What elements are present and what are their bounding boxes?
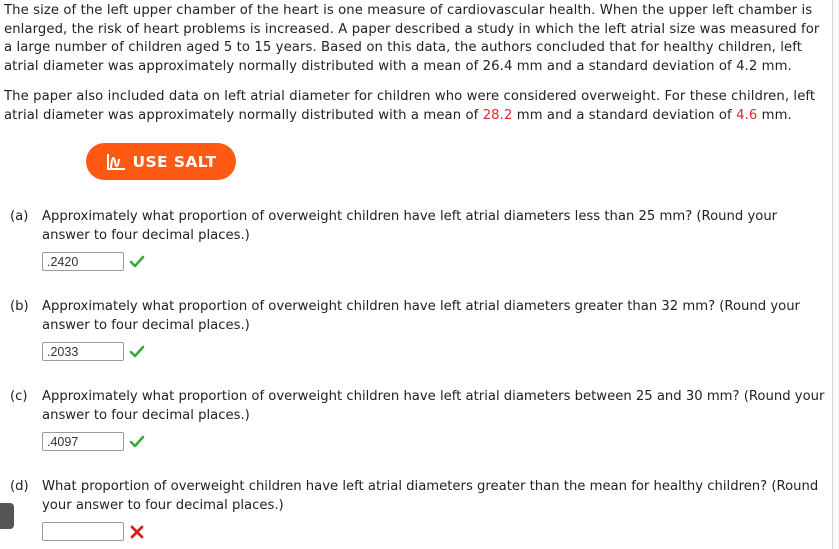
answer-field-a[interactable]: .2420 (42, 252, 124, 271)
question-d (10, 478, 825, 515)
x-icon (129, 524, 145, 540)
side-tab-handle[interactable] (0, 503, 14, 529)
intro-p2-text-b: mm and a standard deviation of (512, 107, 737, 123)
intro-paragraph-2 (4, 88, 824, 125)
use-salt-label: USE SALT (132, 152, 217, 171)
question-text: Approximately what proportion of overweight children have left atrial diameters between 25 and 30 mm? (Round your answer to four decimal places.) (42, 389, 825, 423)
overweight-mean: 28.2 (482, 107, 513, 123)
question-c (10, 388, 825, 425)
question-a (10, 208, 825, 245)
question-text: Approximately what proportion of overweight children have left atrial diameters greater than 32 mm? (Round your answer to four decimal places.) (42, 299, 800, 333)
question-label: (b) (10, 299, 29, 314)
answer-field-c[interactable]: .4097 (42, 432, 124, 451)
question-b (10, 298, 825, 335)
intro-paragraph-1: The size of the left upper chamber of the heart is one measure of cardiovascular health. When the upper left chamber is enlarged, the risk of heart problems is increased. A paper described a study in which the left atrial size was measured for a large number of children aged 5 to 15 years. Based on this data, the authors concluded that for healthy children, left atrial diameter was approximately normally distributed with a mean of 26.4 mm and a standard deviation of 4.2 mm. (4, 3, 820, 74)
check-icon (129, 344, 145, 360)
scrollbar-track[interactable] (832, 0, 839, 549)
question-label: (c) (10, 389, 28, 404)
question-text: What proportion of overweight children have left atrial diameters greater than the mean for healthy children? (Round your answer to four decimal places.) (42, 479, 819, 513)
question-text: Approximately what proportion of overweight children have left atrial diameters less than 25 mm? (Round your answer to four decimal places.) (42, 209, 778, 243)
intro-p2-text-a: The paper also included data on left atrial diameter for children who were considered overweight. For these children, left atrial diameter was approximately normally distributed with a mean of (4, 89, 816, 123)
check-icon (129, 254, 145, 270)
overweight-sd: 4.6 (736, 107, 758, 123)
answer-field-d[interactable] (42, 522, 124, 541)
question-label: (d) (10, 479, 29, 494)
use-salt-button[interactable] (86, 143, 236, 180)
answer-field-b[interactable]: .2033 (42, 342, 124, 361)
check-icon (129, 434, 145, 450)
question-label: (a) (10, 209, 29, 224)
intro-p2-text-c: mm. (757, 107, 792, 123)
chart-icon (106, 153, 126, 171)
